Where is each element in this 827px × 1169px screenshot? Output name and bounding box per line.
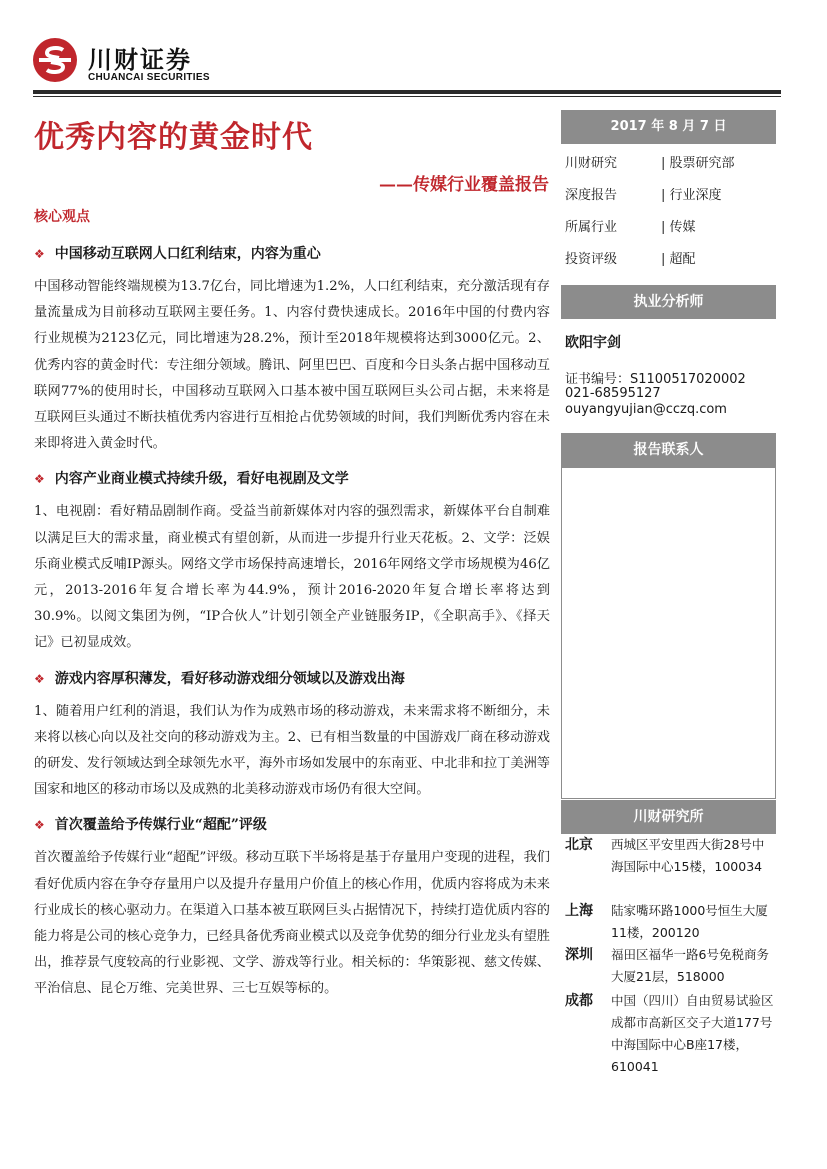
page-header [0, 0, 827, 100]
meta-row [565, 212, 780, 244]
office-city: 上海 [565, 903, 593, 919]
office-address: 西城区平安里西大街28号中海国际中心15楼，100034 [611, 837, 765, 874]
diamond-bullet-icon: ❖ [34, 247, 45, 261]
brand-logo [33, 38, 77, 82]
analyst-phone: 021-68595127 [565, 386, 661, 401]
office-city: 深圳 [565, 947, 593, 963]
section-heading [34, 665, 550, 693]
meta-row [565, 148, 780, 180]
analyst-email[interactable]: ouyangyujian@cczq.com [565, 402, 727, 417]
meta-key: 投资评级 [565, 252, 618, 267]
office-address: 陆家嘴环路1000号恒生大厦11楼，200120 [611, 903, 768, 940]
office-address: 福田区福华一路6号免税商务大厦21层，518000 [611, 947, 769, 984]
section-heading [34, 811, 550, 839]
meta-row [565, 244, 780, 276]
brand-name-en: CHUANCAI SECURITIES [88, 72, 210, 83]
section-body: 1、随着用户红利的消退，我们认为作为成熟市场的移动游戏，未来需求将不断细分，未来将以核心向以及社交向的移动游戏为主。2、已有相当数量的中国游戏厂商在移动游戏的研发、发行领域达到全球领先水平，海外市场如发展中的东南亚、中北非和拉丁美洲等国家和地区的移动市场以及成熟的北美移动游戏市场仍有很大空间。 [34, 703, 550, 798]
report-title: 优秀内容的黄金时代 [34, 120, 313, 155]
section-body: 首次覆盖给予传媒行业“超配”评级。移动互联下半场将是基于存量用户变现的进程，我们看好优质内容在争夺存量用户以及提升存量用户价值上的核心作用，优质内容将成为未来行业成长的核心驱动力。在渠道入口基本被互联网巨头占据情况下，持续打造优质内容的能力将是公司的核心竞争力，已经具备优秀商业模式以及竞争优势的细分行业龙头有望胜出，推荐景气度较高的行业影视、文学、游戏等行业。相关标的：华策影视、慈文传媒、平治信息、昆仑万维、完美世界、三七互娱等标的。 [34, 850, 550, 997]
brand-name-cn: 川财证券 [88, 46, 192, 74]
meta-row [565, 180, 780, 212]
section-heading-text: 内容产业商业模式持续升级，看好电视剧及文学 [54, 471, 349, 488]
section-body: 中国移动智能终端规模为13.7亿台，同比增速为1.2%，人口红利结束，充分激活现有存量流量成为目前移动互联网主要任务。1、内容付费快速成长。2016年中国的付费内容行业规模为2123亿元，同比增速为28.2%，预计至2018年规模将达到3000亿元。2、优秀内容的黄金时代：专注细分领域。腾讯、阿里巴巴、百度和今日头条占据中国移动互联网77%的使用时长，中国移动互联网入口基本被中国互联网巨头公司占据，未来将是互联网巨头通过不断扶植优秀内容进行互相抢占优势领域的时间，我们判断优秀内容在未来即将进入黄金时代。 [34, 279, 550, 452]
office-city: 成都 [565, 993, 593, 1009]
section-heading-text: 首次覆盖给予传媒行业“超配”评级 [54, 817, 267, 834]
section-heading-text: 中国移动互联网人口红利结束，内容为重心 [54, 246, 321, 262]
header-rule-thin [33, 96, 781, 97]
logo-s-icon [33, 38, 77, 82]
main-content [34, 232, 550, 1007]
section-heading [34, 465, 550, 493]
core-views-label: 核心观点 [34, 209, 90, 225]
section-heading [34, 240, 550, 268]
meta-key: 深度报告 [565, 188, 618, 203]
section-heading-text: 游戏内容厚积薄发，看好移动游戏细分领域以及游戏出海 [54, 670, 405, 687]
meta-value: | 传媒 [661, 220, 696, 235]
contact-box [561, 467, 776, 799]
section-body: 1、电视剧：看好精品剧制作商。受益当前新媒体对内容的强烈需求，新媒体平台自制难以满足巨大的需求量，商业模式有望创新，从而进一步提升行业天花板。2、文学：泛娱乐商业模式反哺IP源头。网络文学市场保持高速增长，2016年网络文学市场规模为46亿元，2013-2016年复合增长率为44.9%，预计2016-2020年复合增长率将达到30.9%。以阅文集团为例，“IP合伙人”计划引领全产业链服务IP，《全职高手》、《择天记》已初显成效。 [34, 504, 550, 651]
header-rule-thick [33, 90, 781, 94]
diamond-bullet-icon: ❖ [34, 472, 45, 487]
meta-value: | 超配 [661, 252, 696, 267]
diamond-bullet-icon: ❖ [34, 671, 45, 686]
meta-key: 所属行业 [565, 220, 618, 235]
meta-key: 川财研究 [565, 156, 618, 171]
office-address: 中国（四川）自由贸易试验区成都市高新区交子大道177号中海国际中心B座17楼，610041 [611, 993, 774, 1074]
analyst-header: 执业分析师 [561, 285, 776, 319]
analyst-cert: 证书编号：S1100517020002 [565, 372, 746, 387]
meta-value: | 行业深度 [661, 188, 722, 203]
diamond-bullet-icon: ❖ [34, 818, 45, 833]
report-subtitle: ——传媒行业覆盖报告 [379, 175, 549, 195]
analyst-name: 欧阳宇剑 [565, 335, 621, 351]
contact-header: 报告联系人 [561, 433, 776, 467]
report-date: 2017 年 8 月 7 日 [561, 110, 776, 144]
office-city: 北京 [565, 837, 593, 853]
meta-value: | 股票研究部 [661, 156, 735, 171]
institute-header: 川财研究所 [561, 800, 776, 834]
